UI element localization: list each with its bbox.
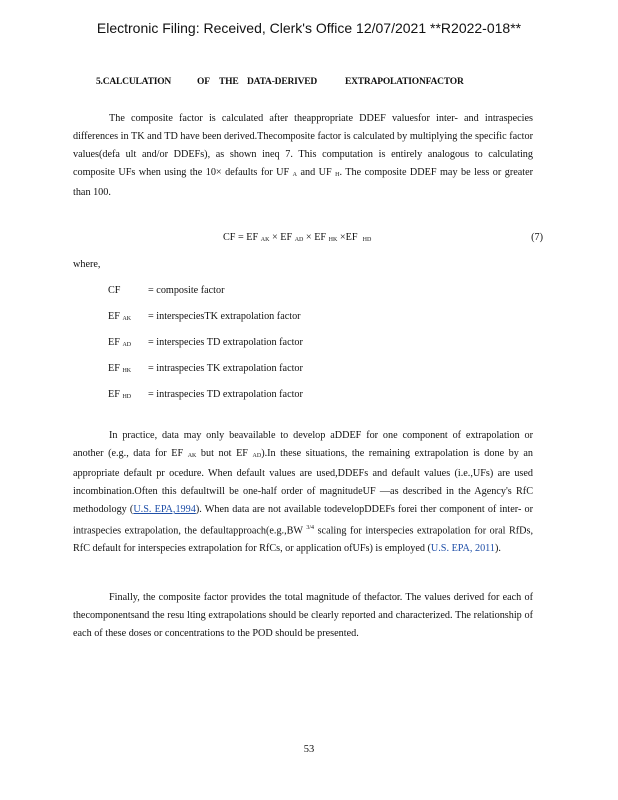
equation-7 bbox=[73, 229, 543, 247]
para2-text-2: but not EF bbox=[196, 448, 248, 459]
para2-text-5: scaling for interspecies extrapolation for oral RfDs, RfC default for interspecies extrapolation for RfCs, or application ofUFs) is employed ( bbox=[73, 525, 534, 555]
def-text: = interspecies TD extrapolation factor bbox=[148, 337, 303, 348]
heading-word-extrapolation-factor: EXTRAPOLATIONFACTOR bbox=[345, 77, 464, 87]
citation-epa-2011[interactable]: U.S. EPA, 2011 bbox=[430, 543, 495, 555]
eq-part-cf: CF = EF bbox=[223, 232, 259, 243]
def-symbol bbox=[108, 360, 148, 380]
page-number: 53 bbox=[303, 744, 315, 755]
eq-sub-hd: HD bbox=[362, 237, 372, 243]
heading-word-of: OF bbox=[197, 77, 210, 87]
def-sub: HD bbox=[122, 394, 132, 400]
citation-link-epa-1994[interactable]: U.S. EPA,1994 bbox=[133, 504, 196, 515]
para1-text-b: and UF bbox=[297, 167, 332, 178]
definition-ef-ak bbox=[108, 308, 301, 328]
def-sub: AK bbox=[122, 316, 132, 322]
eq-sub-hk: HK bbox=[328, 237, 338, 243]
heading-word-the: THE bbox=[219, 77, 239, 87]
definition-ef-hd bbox=[108, 386, 303, 406]
paragraph-in-practice bbox=[73, 427, 533, 558]
definition-ef-hk bbox=[108, 360, 303, 380]
def-sym-text: EF bbox=[108, 337, 120, 348]
def-sym-text: EF bbox=[108, 363, 120, 374]
def-symbol bbox=[108, 334, 148, 354]
paragraph-finally: Finally, the composite factor provides the total magnitude of thefactor. The values derived for each of thecomponentsand the resu lting extrapolations should be clearly reported and characterized. The relationship of each of these doses or concentrations to the POD should be presented. bbox=[73, 592, 533, 639]
def-text: = composite factor bbox=[148, 285, 225, 296]
section-heading bbox=[96, 73, 464, 91]
para1-text-a: The composite factor is calculated after theappropriate DDEF valuesfor inter- and intraspecies differences in TK and TD have been derived.Thecomposite factor is calculated by multiplying the specific factor values(defa ult and/or DDEFs), as shown ineq 7. This computation is entirely analogous to calculating composite UFs when using the 10× defaults for UF bbox=[73, 113, 533, 178]
def-symbol bbox=[108, 386, 148, 406]
def-text: = interspeciesTK extrapolation factor bbox=[148, 311, 301, 322]
def-text: = intraspecies TD extrapolation factor bbox=[148, 389, 303, 400]
def-text: = intraspecies TK extrapolation factor bbox=[148, 363, 303, 374]
para2-sub-ak: AK bbox=[187, 453, 197, 459]
def-sub: HK bbox=[122, 368, 132, 374]
definition-cf bbox=[108, 282, 224, 300]
definition-ef-ad bbox=[108, 334, 303, 354]
eq-part-3: × EF bbox=[303, 232, 327, 243]
def-sym-text: EF bbox=[108, 389, 120, 400]
eq-sub-ak: AK bbox=[260, 237, 270, 243]
eq-part-4: ×EF bbox=[337, 232, 358, 243]
para2-text-3: ).In these situations, the remaining extrapolation is done by an appropriate default pr ocedure. When default values are used,DDEFs and default values (i.e.,UFs) are used incombination.Often this defaultwill be one-half order of magnitudeUF —as described in the Agency's RfC methodology ( bbox=[73, 448, 534, 515]
para2-text-1: In practice, data may only beavailable to develop aDDEF for one component of extrapolation or another (e.g., data for EF bbox=[73, 430, 533, 459]
eq-sub-ad: AD bbox=[294, 237, 304, 243]
heading-word-data-derived: DATA-DERIVED bbox=[247, 77, 318, 87]
equation-number: (7) bbox=[531, 232, 543, 243]
filing-stamp-header: Electronic Filing: Received, Clerk's Office 12/07/2021 **R2022-018** bbox=[96, 20, 522, 36]
superscript-three-quarters: 3/4 bbox=[306, 525, 315, 531]
subscript-a: A bbox=[292, 172, 298, 178]
para1-text-c: . The composite DDEF may be less or greater than 100. bbox=[73, 167, 534, 198]
def-sym-text: CF bbox=[108, 285, 121, 296]
subscript-h: H bbox=[335, 172, 340, 178]
where-label: where, bbox=[73, 259, 101, 270]
def-symbol bbox=[108, 308, 148, 328]
def-sym-text: EF bbox=[108, 311, 120, 322]
para2-text-4: ). When data are not available todevelopDDEFs forei ther component of inter- or intraspecies extrapolation, the defaultapproach(e.g.,BW bbox=[73, 504, 533, 537]
equation-body bbox=[223, 229, 371, 249]
paragraph-composite-intro bbox=[73, 110, 533, 202]
para2-sub-ad: AD bbox=[252, 453, 262, 459]
para2-text-6: ). bbox=[494, 543, 501, 555]
def-sub: AD bbox=[122, 342, 132, 348]
heading-word-calculation: 5.CALCULATION bbox=[96, 77, 172, 87]
def-symbol bbox=[108, 282, 148, 300]
eq-part-2: × EF bbox=[269, 232, 293, 243]
